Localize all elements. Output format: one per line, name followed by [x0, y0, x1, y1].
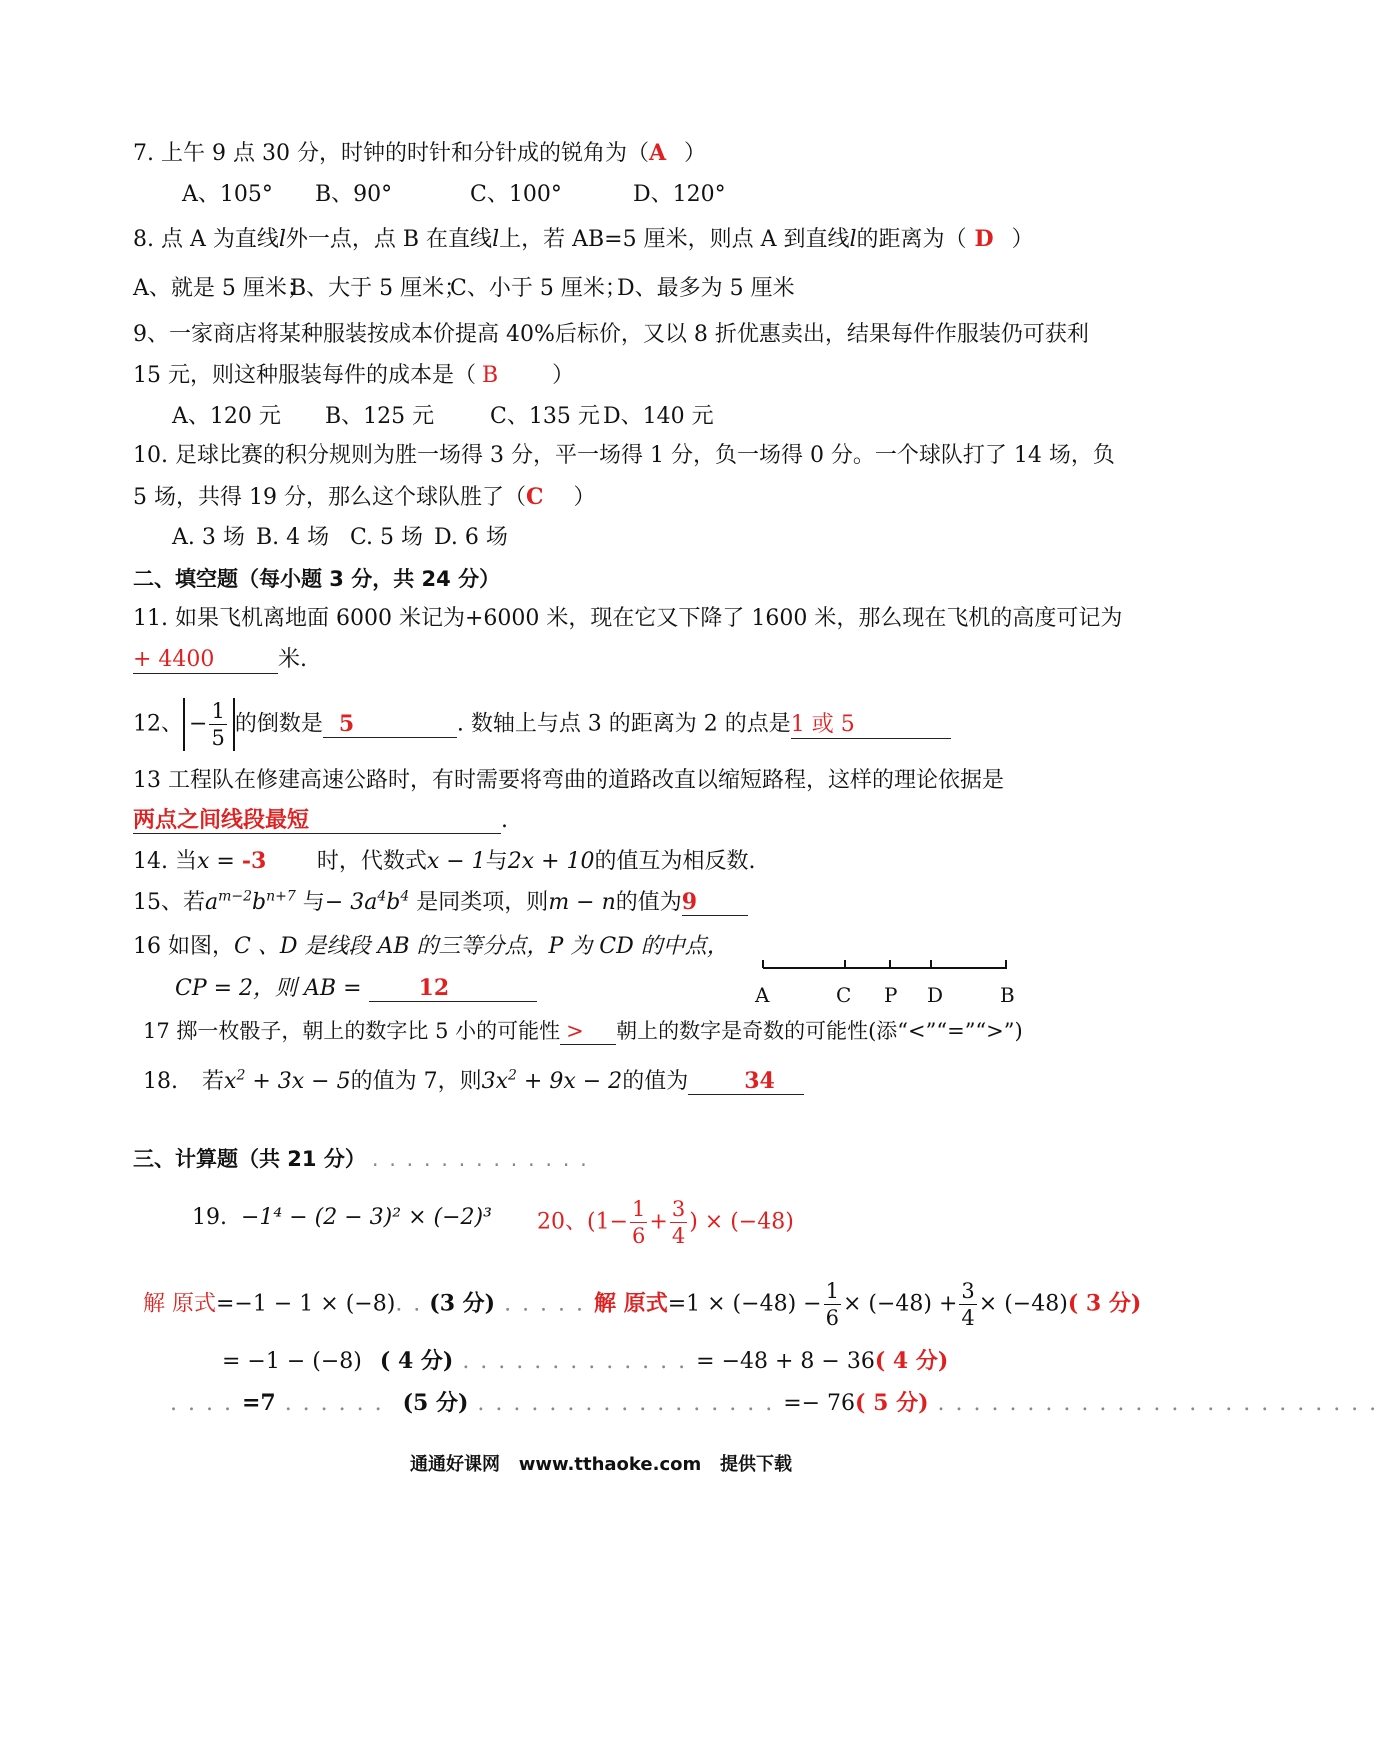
point-label: P — [884, 983, 898, 1007]
q12: 12、 − $\frac{1}{5}$ 的倒数是 5 . 数轴上与点 3 的距离为 2 的点是1 或 5 — [133, 698, 951, 751]
q13-line2: 两点之间线段最短 . — [133, 807, 508, 833]
score: ( 4 分) — [379, 1348, 454, 1374]
option: C、135 元 — [490, 404, 600, 429]
q19: 19. −1⁴ − (2 − 3)² × (−2)³ — [192, 1205, 492, 1230]
option: A. 3 场 — [172, 525, 245, 550]
score: (3 分) — [429, 1290, 496, 1317]
footer-source: 通通好课网 www.tthaoke.com 提供下载 — [410, 1454, 793, 1475]
fraction: $\frac{3}{4}$ — [671, 1197, 686, 1248]
q18-answer-blank: 34 — [688, 1068, 804, 1095]
section-heading-fill-in: 二、填空题（每小题 3 分，共 24 分） — [133, 567, 501, 591]
q11-answer-blank: + 4400 — [133, 647, 278, 674]
option: D. 6 场 — [434, 525, 508, 550]
q10-line2: 5 场，共得 19 分，那么这个球队胜了（C ） — [133, 484, 596, 510]
q11-line1: 11. 如果飞机离地面 6000 米记为+6000 米，现在它又下降了 1600 米，那么现在飞机的高度可记为 — [133, 606, 1123, 631]
q11-line2: + 4400 米. — [133, 647, 307, 672]
q15-answer-blank: 9 — [682, 889, 748, 916]
score: (5 分) — [402, 1390, 469, 1416]
score: ( 5 分) — [855, 1390, 929, 1416]
solution-line-2: = −1 − (−8) ( 4 分) . . . . . . . . . . . . . = −48 + 8 − 36( 4 分) — [222, 1348, 949, 1374]
q20: 20、(1− $\frac{1}{6}$ + $\frac{3}{4}$ ) × (−48) — [537, 1197, 794, 1248]
q18: 18. 若$x^2 + 3x - 5$的值为 7，则$3x^2 + 9x - 2$的值为 34 — [143, 1067, 804, 1097]
absolute-value: − $\frac{1}{5}$ — [183, 698, 235, 751]
point-label: A — [755, 983, 770, 1007]
option: B、大于 5 厘米； — [290, 276, 467, 301]
option: B、125 元 — [325, 404, 435, 429]
fraction: $\frac{1}{6}$ — [825, 1279, 839, 1330]
q14: 14. 当x = -3 时，代数式x − 1与2x + 10的值互为相反数. — [133, 848, 756, 874]
q7-stem: 7. 上午 9 点 30 分，时钟的时针和分针成的锐角为（A ） — [133, 140, 707, 166]
q16-line1: 16 如图，C 、D 是线段 AB 的三等分点，P 为 CD 的中点， — [133, 934, 729, 959]
option: D、120° — [633, 182, 726, 207]
option: C、100° — [470, 182, 562, 207]
q9-line2: 15 元，则这种服装每件的成本是（ B ） — [133, 363, 575, 388]
q9-answer: B — [482, 363, 499, 388]
q13-answer-blank: 两点之间线段最短 — [133, 807, 501, 834]
option: D、最多为 5 厘米 — [617, 276, 795, 301]
option: C、小于 5 厘米； — [450, 276, 627, 301]
q17-answer-blank: > — [560, 1018, 616, 1045]
term-2: − $3a^4b^4$ — [324, 888, 410, 915]
fraction: $\frac{1}{6}$ — [632, 1197, 646, 1248]
section-heading-calculation: 三、计算题（共 21 分） . . . . . . . . . . . . . — [133, 1147, 589, 1171]
expr-m-minus-n: m − n — [548, 890, 616, 915]
option: A、105° — [182, 182, 273, 207]
solution-line-3: . . . . =7 . . . . . . (5 分) . . . . . . . . . . . . . . . . . =− 76( 5 分) . . . . . . . . . . . . . . . . . . . . . . . . . — [170, 1390, 1378, 1416]
point-label: C — [836, 983, 852, 1007]
score: ( 3 分) — [1067, 1290, 1142, 1317]
option: B. 4 场 — [256, 525, 330, 550]
q7-answer: A — [648, 140, 667, 166]
q16-line2: CP = 2，则 AB = 12 — [175, 974, 537, 1004]
expr-1: $x^2 + 3x - 5$ — [224, 1067, 351, 1094]
q10-line1: 10. 足球比赛的积分规则为胜一场得 3 分，平一场得 1 分，负一场得 0 分。一个球队打了 14 场，负 — [133, 443, 1115, 468]
term-1: $a^{m-2}b^{n+7}$ — [205, 888, 296, 915]
option: D、140 元 — [603, 404, 714, 429]
fraction: $\frac{1}{5}$ — [211, 699, 225, 750]
option: A、120 元 — [172, 404, 281, 429]
q15: 15、若$a^{m-2}b^{n+7}$ 与− $3a^4b^4$ 是同类项，则m − n的值为9 — [133, 888, 748, 918]
point-label: D — [927, 983, 944, 1007]
q8-answer: D — [974, 226, 994, 252]
option: C. 5 场 — [350, 525, 424, 550]
expr-2: $3x^2 + 9x - 2$ — [481, 1067, 623, 1094]
point-label: B — [1000, 983, 1015, 1007]
fraction: $\frac{3}{4}$ — [961, 1279, 975, 1330]
q14-answer: -3 — [241, 848, 267, 874]
q8-stem: 8. 点 A 为直线l外一点，点 B 在直线l上，若 AB=5 厘米，则点 A 到直线l的距离为（ D ） — [133, 226, 1034, 252]
q17: 17 掷一枚骰子，朝上的数字比 5 小的可能性 > 朝上的数字是奇数的可能性(添“<”“=”“>”) — [143, 1019, 1023, 1043]
q10-answer: C — [525, 484, 544, 510]
solution-line-1: 解 原式=−1 − 1 × (−8). . (3 分) . . . . . 解 原式=1 × (−48) − $\frac{1}{6}$ × (−48) + $\frac{3}{4}$ × (−48)( 3 分) — [143, 1279, 1142, 1330]
q16-answer-blank: 12 — [369, 975, 537, 1002]
dotted-leader: . . . . . . . . . . . . . — [371, 1147, 589, 1171]
q9-line1: 9、一家商店将某种服装按成本价提高 40%后标价，又以 8 折优惠卖出，结果每件作服装仍可获利 — [133, 322, 1089, 347]
option: B、90° — [315, 182, 393, 207]
q12-answer1-blank: 5 — [323, 711, 457, 738]
q13-line1: 13 工程队在修建高速公路时，有时需要将弯曲的道路改直以缩短路程，这样的理论依据是 — [133, 768, 1004, 793]
q12-answer2-blank: 1 或 5 — [791, 712, 951, 739]
option: A、就是 5 厘米； — [133, 276, 309, 301]
score: ( 4 分) — [874, 1348, 949, 1374]
